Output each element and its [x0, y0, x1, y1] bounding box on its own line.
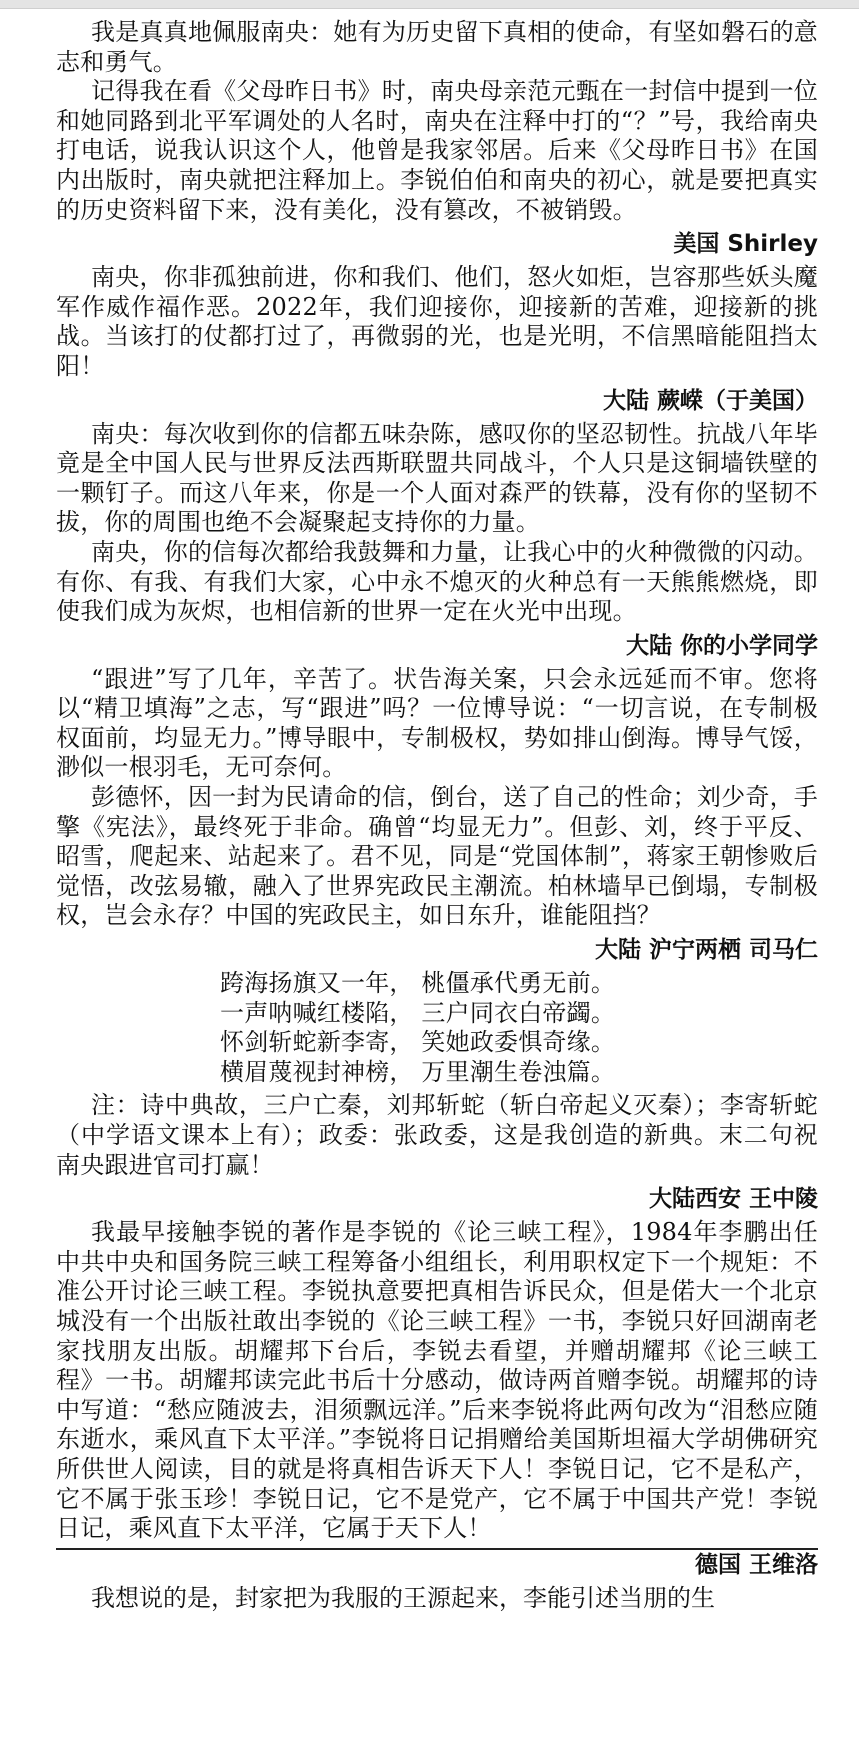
browser-top-strip [0, 0, 859, 9]
cut-off-text-line: 我想说的是，封家把为我服的王源起来，李能引述当朋的生 [91, 1583, 715, 1612]
paragraph: 南央，你非孤独前进，你和我们、他们，怒火如炬，岂容那些妖头魔军作威作福作恶。2022年，我们迎接你，迎接新的苦难，迎接新的挑战。当该打的仗都打过了，再微弱的光，也是光明，不信黑暗能阻挡太阳！ [56, 263, 818, 380]
author-signature: 大陆 你的小学同学 [625, 632, 818, 659]
poem-line: 横眉蔑视封神榜， 万里潮生卷浊篇。 [220, 1057, 616, 1086]
poem-line: 跨海扬旗又一年， 桃僵承代勇无前。 [220, 969, 616, 998]
paragraph: 彭德怀，因一封为民请命的信，倒台，送了自己的性命；刘少奇，手擎《宪法》，最终死于非命。确曾“均显无力”。但彭、刘，终于平反、昭雪，爬起来、站起来了。君不见，同是“党国体制”，蒋家王朝惨败后觉悟，改弦易辙，融入了世界宪政民主潮流。柏林墙早已倒塌，专制极权，岂会永存？中国的宪政民主，如日东升，谁能阻挡？ [56, 783, 818, 930]
author-signature: 大陆 沪宁两栖 司马仁 [594, 937, 818, 964]
poem-line: 怀剑斩蛇新李寄， 笑她政委惧奇缘。 [220, 1028, 616, 1057]
paragraph: 我最早接触李锐的著作是李锐的《论三峡工程》，1984年李鹏出任中共中央和国务院三峡工程筹备小组组长，利用职权定下一个规矩：不准公开讨论三峡工程。李锐执意要把真相告诉民众，但是偌大一个北京城没有一个出版社敢出李锐的《论三峡工程》一书，李锐只好回湖南老家找朋友出版。胡耀邦下台后，李锐去看望，并赠胡耀邦《论三峡工程》一书。胡耀邦读完此书后十分感动，做诗两首赠李锐。胡耀邦的诗中写道：“愁应随波去，泪须飘远洋。”后来李锐将此两句改为“泪愁应随东逝水，乘风直下太平洋。”李锐将日记捐赠给美国斯坦福大学胡佛研究所供世人阅读，目的就是将真相告诉天下人！李锐日记，它不是私产，它不属于张玉珍！李锐日记，它不是党产，它不属于中国共产党！李锐日记，乘风直下太平洋，它属于天下人！ [56, 1218, 818, 1543]
poem-line: 一声呐喊红楼陷， 三户同衣白帝蠲。 [220, 998, 616, 1027]
poem-note: 注：诗中典故，三户亡秦，刘邦斩蛇（斩白帝起义灭秦）；李寄斩蛇（中学语文课本上有）；政委：张政委，这是我创造的新典。末二句祝南央跟进官司打赢！ [56, 1091, 818, 1179]
author-signature: 大陆西安 王中陵 [648, 1186, 818, 1213]
paragraph: 我是真真地佩服南央：她有为历史留下真相的使命，有坚如磐石的意志和勇气。 [56, 18, 818, 76]
paragraph: 记得我在看《父母昨日书》时，南央母亲范元甄在一封信中提到一位和她同路到北平军调处的人名时，南央在注释中打的“？”号，我给南央打电话，说我认识这个人，他曾是我家邻居。后来《父母昨日书》在国内出版时，南央就把注释加上。李锐伯伯和南央的初心，就是要把真实的历史资料留下来，没有美化，没有篡改，不被销毁。 [56, 77, 818, 224]
paragraph: 南央：每次收到你的信都五味杂陈，感叹你的坚忍韧性。抗战八年毕竟是全中国人民与世界反法西斯联盟共同战斗，个人只是这铜墙铁壁的一颗钉子。而这八年来，你是一个人面对森严的铁幕，没有你的坚韧不拔，你的周围也绝不会凝聚起支持你的力量。 [56, 419, 818, 537]
poem [56, 969, 818, 1087]
paragraph: 南央，你的信每次都给我鼓舞和力量，让我心中的火种微微的闪动。有你、有我、有我们大家，心中永不熄灭的火种总有一天熊熊燃烧，即使我们成为灰烬，也相信新的世界一定在火光中出现。 [56, 537, 818, 626]
author-signature: 美国 Shirley [673, 231, 818, 258]
article-page [56, 18, 818, 1613]
author-signature: 德国 王维洛 [694, 1551, 818, 1578]
paragraph: “跟进”写了几年，辛苦了。状告海关案，只会永远延而不审。您将以“精卫填海”之志，写“跟进”吗？一位博导说：“一切言说，在专制极权面前，均显无力。”博导眼中，专制极权，势如排山倒海。博导气馁，渺似一根羽毛，无可奈何。 [56, 664, 818, 782]
author-signature: 大陆 蕨嵘（于美国） [602, 387, 818, 414]
